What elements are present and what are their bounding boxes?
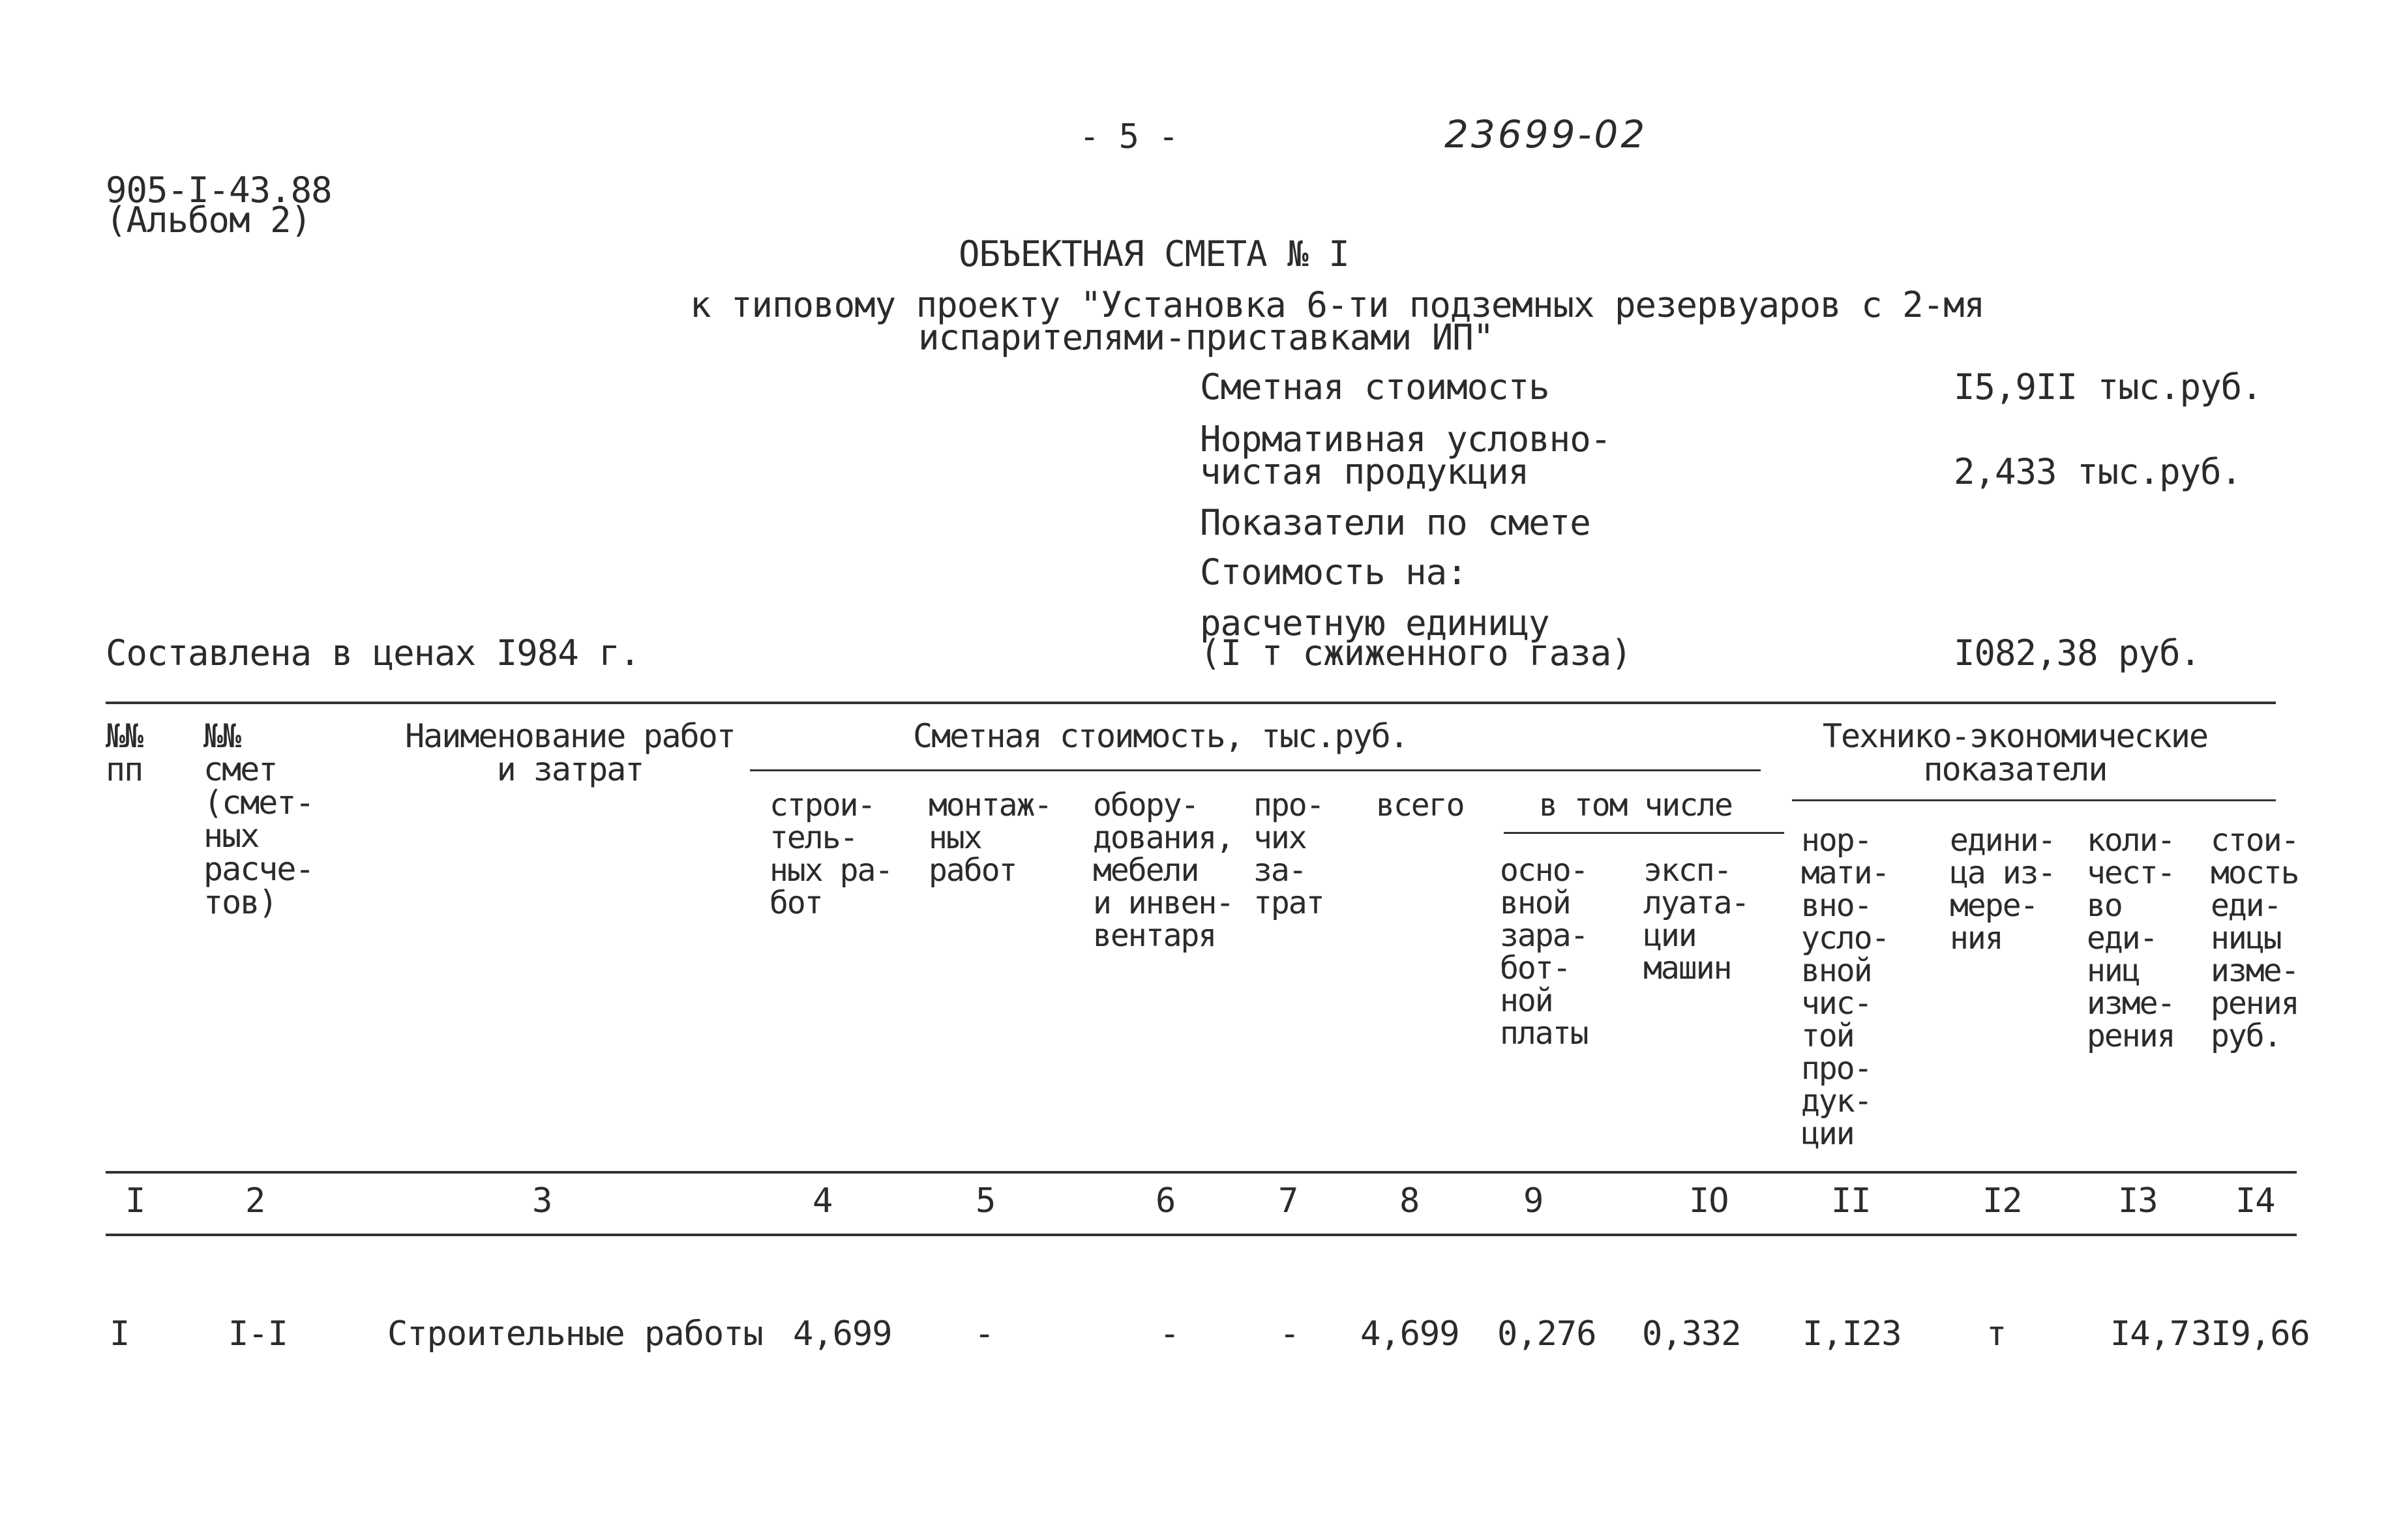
column-numbers-rule [106,1234,2297,1236]
column-number: IO [1689,1181,1729,1221]
column-number: 9 [1523,1181,1544,1221]
row-estimate-number: I-I [228,1314,288,1354]
row-unit-cost: 3I9,66 [2191,1314,2310,1354]
header-construction: строи- тель- ных ра- бот [769,787,893,921]
row-machines: 0,332 [1642,1314,1741,1354]
column-number: 4 [813,1181,833,1221]
row-work-name: Строительные работы [387,1314,763,1354]
column-number: 7 [1278,1181,1298,1221]
header-net-product: нор- мати- вно- усло- вной чис- той про- дук- ции [1801,822,1889,1152]
row-quantity: I4,7 [2110,1314,2190,1354]
header-bottom-rule [106,1171,2297,1174]
column-number: II [1831,1181,1871,1221]
header-row-number: №№ пп [106,717,143,788]
page-number: - 5 - [1079,117,1178,156]
unit-cost-value: I082,38 руб. [1954,632,2201,674]
row-construction: 4,699 [793,1314,892,1354]
prices-note: Составлена в ценах I984 г. [106,632,640,674]
column-number: 3 [532,1181,552,1221]
column-number: 5 [976,1181,996,1221]
header-unit: едини- ца из- мере- ния [1950,822,2055,956]
header-cost-group: Сметная стоимость, тыс.руб. [913,717,1408,755]
header-wages: осно- вной зара- бот- ной платы [1500,852,1588,1052]
cost-group-rule [750,769,1761,771]
column-number: 6 [1156,1181,1176,1221]
unit-label-1: расчетную единицу [1200,602,1549,644]
header-unit-cost: стои- мость еди- ницы изме- рения руб. [2211,822,2299,1054]
header-machines: эксп- луата- ции машин [1643,852,1749,986]
header-estimate-number: №№ смет (смет- ных расче- тов) [203,717,314,921]
estimate-title: ОБЪЕКТНАЯ СМЕТА № I [959,233,1349,274]
estimated-cost-value: I5,9II тыс.руб. [1954,366,2262,407]
cost-per-label: Стоимость на: [1200,552,1467,593]
column-number: I [125,1181,145,1221]
incl-group-rule [1504,832,1784,834]
row-other: - [1279,1314,1300,1354]
header-equipment: обору- дования, мебели и инвен- вентаря [1093,787,1234,954]
normative-product-label-1: Нормативная условно- [1200,419,1611,460]
header-work-name: Наименование работ и затрат [405,717,735,788]
row-total: 4,699 [1360,1314,1459,1354]
header-total: всего [1376,787,1464,823]
row-net-product: I,I23 [1802,1314,1902,1354]
estimated-cost-label: Сметная стоимость [1200,366,1549,407]
document-number: 23699-02 [1444,112,1648,156]
row-unit: т [1986,1314,2007,1354]
header-tech-group: Технико-экономические показатели [1822,717,2208,788]
column-number: 2 [245,1181,265,1221]
row-equipment: - [1159,1314,1180,1354]
header-other: про- чих за- трат [1253,787,1324,921]
unit-label-2: (I т сжиженного газа) [1200,632,1632,674]
normative-product-value: 2,433 тыс.руб. [1954,451,2242,492]
row-wages: 0,276 [1497,1314,1596,1354]
column-number: I2 [1982,1181,2022,1221]
normative-product-label-2: чистая продукция [1200,451,1529,492]
column-number: I3 [2118,1181,2158,1221]
table-top-rule [106,702,2276,704]
project-title-line2: испарителями-приставками ИП" [918,317,1494,358]
row-number: I [110,1314,130,1354]
row-installation: - [974,1314,994,1354]
column-number: 8 [1399,1181,1420,1221]
album-label: (Альбом 2) [106,200,312,241]
indicators-label: Показатели по смете [1200,502,1590,543]
column-number: I4 [2235,1181,2275,1221]
header-including: в том числе [1539,787,1732,823]
project-code: 905-I-43.88 [106,170,332,211]
project-title-line1: к типовому проекту "Установка 6-ти подземных резервуаров с 2-мя [690,284,1985,325]
header-quantity: коли- чест- во еди- ниц изме- рения [2087,822,2175,1054]
tech-group-rule [1792,799,2276,801]
header-installation: монтаж- ных работ [929,787,1052,889]
